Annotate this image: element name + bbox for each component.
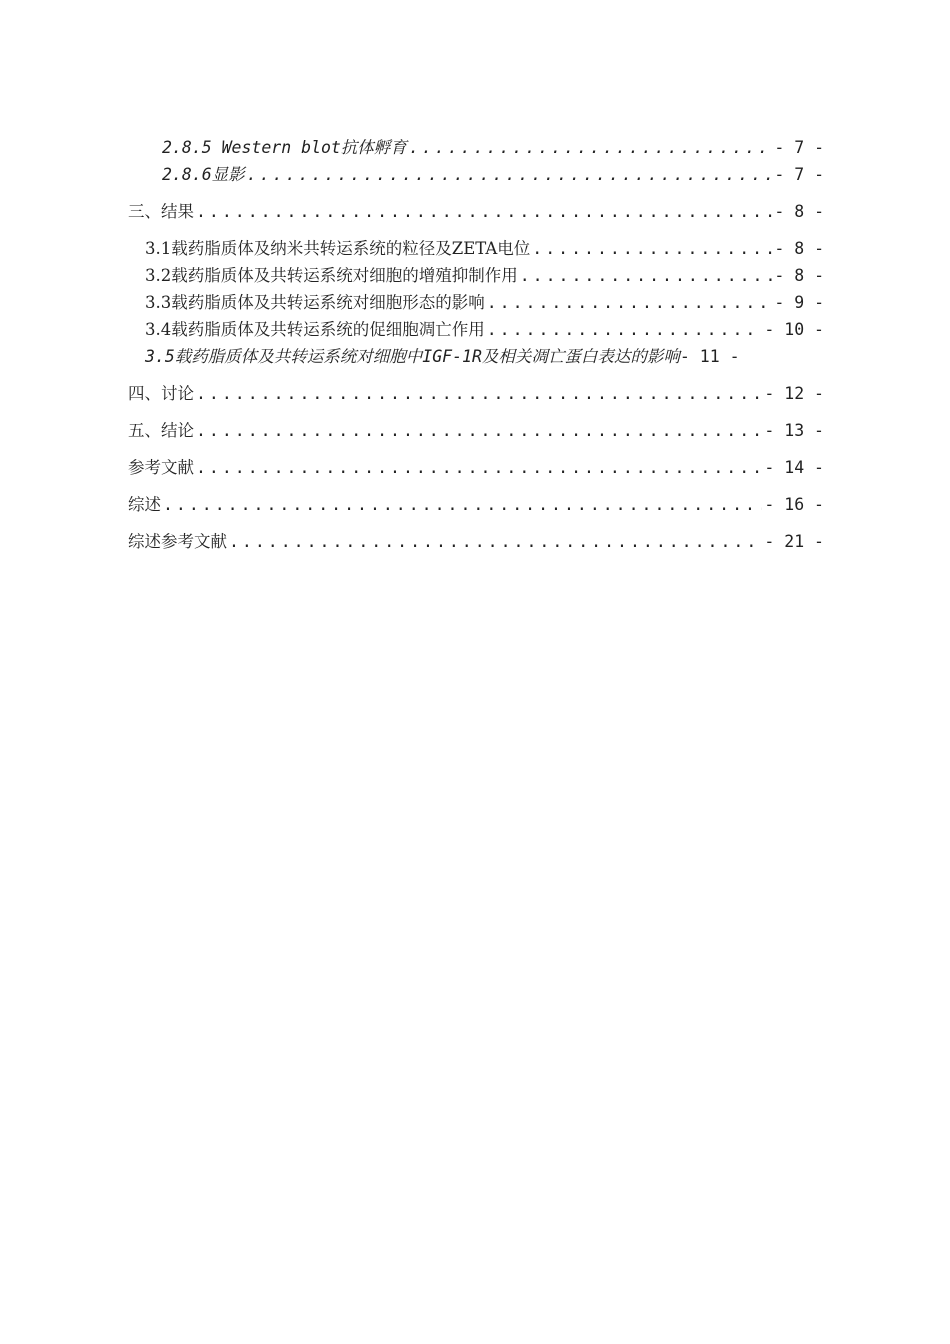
toc-entry[interactable] bbox=[128, 316, 824, 343]
toc-leader-dots bbox=[196, 198, 772, 225]
toc-leader-dots bbox=[487, 316, 763, 343]
toc-entry-page: - 14 - bbox=[764, 458, 824, 477]
toc-leader-dots bbox=[196, 417, 762, 444]
toc-leader-dots bbox=[409, 134, 773, 161]
toc-entry-page: - 8 - bbox=[774, 266, 824, 285]
toc-entry[interactable] bbox=[128, 491, 824, 518]
toc-entry-page: - 21 - bbox=[764, 532, 824, 551]
toc-entry-page: - 16 - bbox=[764, 495, 824, 514]
toc-entry-title: 3.2载药脂质体及共转运系统对细胞的增殖抑制作用 bbox=[145, 266, 518, 285]
toc-entry-page: - 11 - bbox=[679, 347, 740, 366]
toc-leader-dots bbox=[520, 262, 773, 289]
toc-entry-page: - 10 - bbox=[764, 320, 824, 339]
toc-leader-dots bbox=[247, 161, 773, 188]
toc-entry-title: 3.3载药脂质体及共转运系统对细胞形态的影响 bbox=[145, 293, 485, 312]
toc-leader-dots bbox=[532, 235, 772, 262]
toc-entry-title: 三、结果 bbox=[128, 202, 194, 221]
toc-entry-title: 3.1载药脂质体及纳米共转运系统的粒径及ZETA电位 bbox=[145, 239, 531, 258]
table-of-contents bbox=[128, 134, 824, 555]
toc-entry-title: 2.8.6显影 bbox=[162, 165, 245, 184]
toc-entry[interactable] bbox=[128, 528, 824, 555]
toc-entry-title: 综述参考文献 bbox=[128, 532, 227, 551]
toc-entry-title: 五、结论 bbox=[128, 421, 194, 440]
toc-entry-title: 综述 bbox=[128, 495, 161, 514]
toc-entry-page: - 12 - bbox=[764, 384, 824, 403]
toc-entry[interactable] bbox=[128, 343, 824, 370]
toc-entry-page: - 8 - bbox=[774, 239, 824, 258]
toc-entry-page: - 7 - bbox=[774, 165, 824, 184]
toc-leader-dots bbox=[487, 289, 773, 316]
toc-entry[interactable] bbox=[128, 417, 824, 444]
toc-entry-title: 3.4载药脂质体及共转运系统的促细胞凋亡作用 bbox=[145, 320, 485, 339]
toc-entry-page: - 7 - bbox=[774, 138, 824, 157]
toc-leader-dots bbox=[229, 528, 762, 555]
toc-entry-title: 2.8.5 Western blot抗体孵育 bbox=[162, 138, 407, 157]
toc-entry[interactable] bbox=[128, 289, 824, 316]
toc-entry[interactable] bbox=[128, 454, 824, 481]
toc-entry[interactable] bbox=[128, 380, 824, 407]
toc-entry[interactable] bbox=[128, 235, 824, 262]
toc-entry-page: - 9 - bbox=[774, 293, 824, 312]
toc-leader-dots bbox=[196, 380, 762, 407]
toc-entry[interactable] bbox=[128, 134, 824, 161]
toc-entry-title: 四、讨论 bbox=[128, 384, 194, 403]
toc-entry-title: 3.5载药脂质体及共转运系统对细胞中IGF-1R及相关凋亡蛋白表达的影响 bbox=[145, 347, 680, 366]
toc-entry-title: 参考文献 bbox=[128, 458, 194, 477]
toc-leader-dots bbox=[163, 491, 762, 518]
toc-entry-page: - 8 - bbox=[774, 202, 824, 221]
toc-leader-dots bbox=[196, 454, 762, 481]
toc-entry[interactable] bbox=[128, 198, 824, 225]
toc-entry[interactable] bbox=[128, 262, 824, 289]
toc-entry-page: - 13 - bbox=[764, 421, 824, 440]
toc-entry[interactable] bbox=[128, 161, 824, 188]
